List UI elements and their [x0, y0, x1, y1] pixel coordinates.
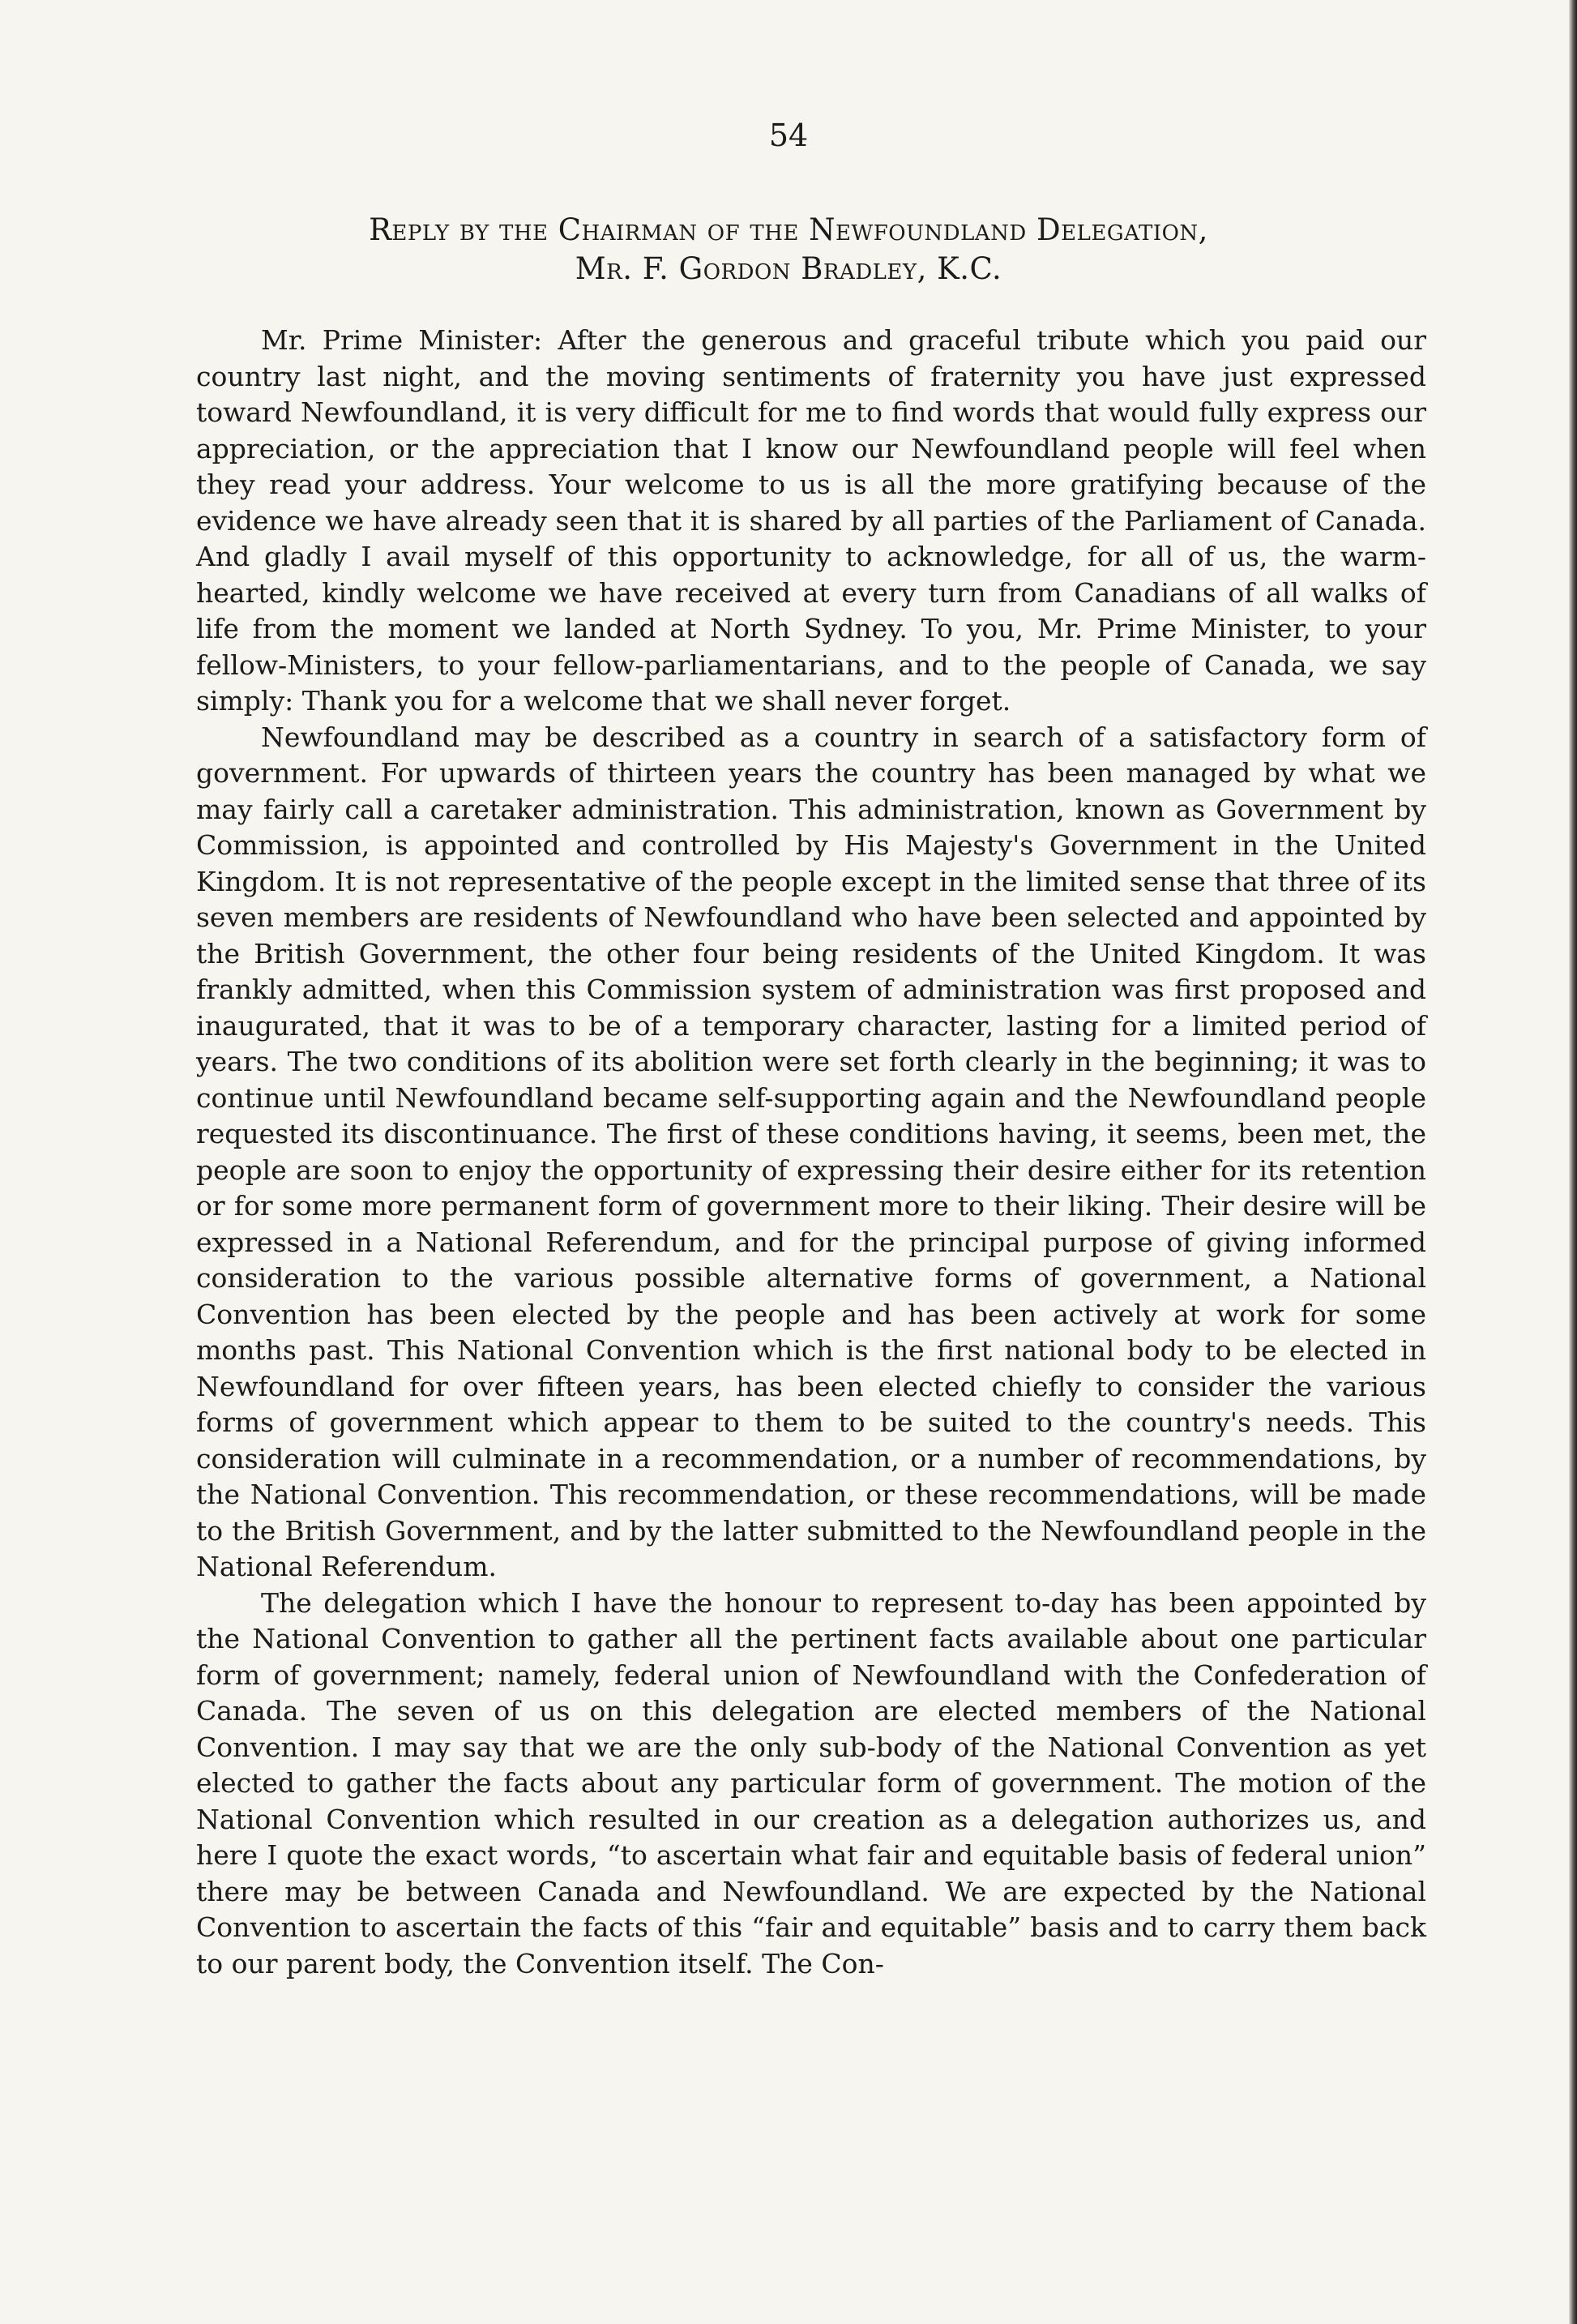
paragraph-3: The delegation which I have the honour to represent to-day has been appointed by the National Convention to gather all the pertinent facts available about one particular form of government; namely, federal union of Newfoundland with the Confederation of Canada. The seven of us on this delegation are elected members of the National Convention. I may say that we are the only sub-body of the National Convention as yet elected to gather the facts about any particular form of government. The motion of the National Convention which resulted in our creation as a delegation authorizes us, and here I quote the exact words, “to ascertain what fair and equitable basis of federal union” there may be between Canada and Newfoundland. We are expected by the National Convention to ascertain the facts of this “fair and equitable” basis and to carry them back to our parent body, the Convention itself. The Con- [196, 1586, 1426, 1979]
paragraph-2: Newfoundland may be described as a country in search of a satisfactory form of government. For upwards of thirteen years the country has been managed by what we may fairly call a caretaker administration. This administration, known as Government by Commission, is appointed and controlled by His Majesty's Government in the United Kingdom. It is not representative of the people except in the limited sense that three of its seven members are residents of Newfoundland who have been selected and appointed by the British Government, the other four being residents of the United Kingdom. It was frankly admitted, when this Commission system of administration was first proposed and inaugurated, that it was to be of a temporary character, lasting for a limited period of years. The two conditions of its abolition were set forth clearly in the beginning; it was to continue until Newfoundland became self-supporting again and the Newfoundland people requested its discontinuance. The first of these conditions having, it seems, been met, the people are soon to enjoy the opportunity of expressing their desire either for its retention or for some more permanent form of government more to their liking. Their desire will be expressed in a National Referendum, and for the principal purpose of giving informed consideration to the various possible alternative forms of government, a National Convention has been elected by the people and has been actively at work for some months past. This National Convention which is the first national body to be elected in Newfoundland for over fifteen years, has been elected chiefly to consider the various forms of government which appear to them to be suited to the country's needs. This consideration will culminate in a recommendation, or a number of recommendations, by the National Convention. This recommendation, or these recommendations, will be made to the British Government, and by the latter submitted to the Newfoundland people in the National Referendum. [196, 721, 1426, 1582]
body-text [196, 323, 1426, 1982]
heading-line-2: Mr. F. Gordon Bradley, K.C. [575, 251, 1002, 286]
paragraph-1: Mr. Prime Minister: After the generous and graceful tribute which you paid our country last night, and the moving sentiments of fraternity you have just expressed toward Newfoundland, it is very difficult for me to find words that would fully express our appreciation, or the appreciation that I know our Newfoundland people will feel when they read your address. Your welcome to us is all the more gratifying because of the evidence we have already seen that it is shared by all parties of the Parliament of Canada. And gladly I avail myself of this opportunity to acknowledge, for all of us, the warm-hearted, kindly welcome we have received at every turn from Canadians of all walks of life from the moment we landed at North Sydney. To you, Mr. Prime Minister, to your fellow-Ministers, to your fellow-parliamentarians, and to the people of Canada, we say simply: Thank you for a welcome that we shall never forget. [196, 324, 1426, 717]
page-number: 54 [768, 118, 809, 153]
heading-line-1: Reply by the Chairman of the Newfoundland Delegation, [369, 212, 1208, 247]
section-heading [0, 211, 1577, 289]
page-edge-shadow [1569, 0, 1577, 2324]
